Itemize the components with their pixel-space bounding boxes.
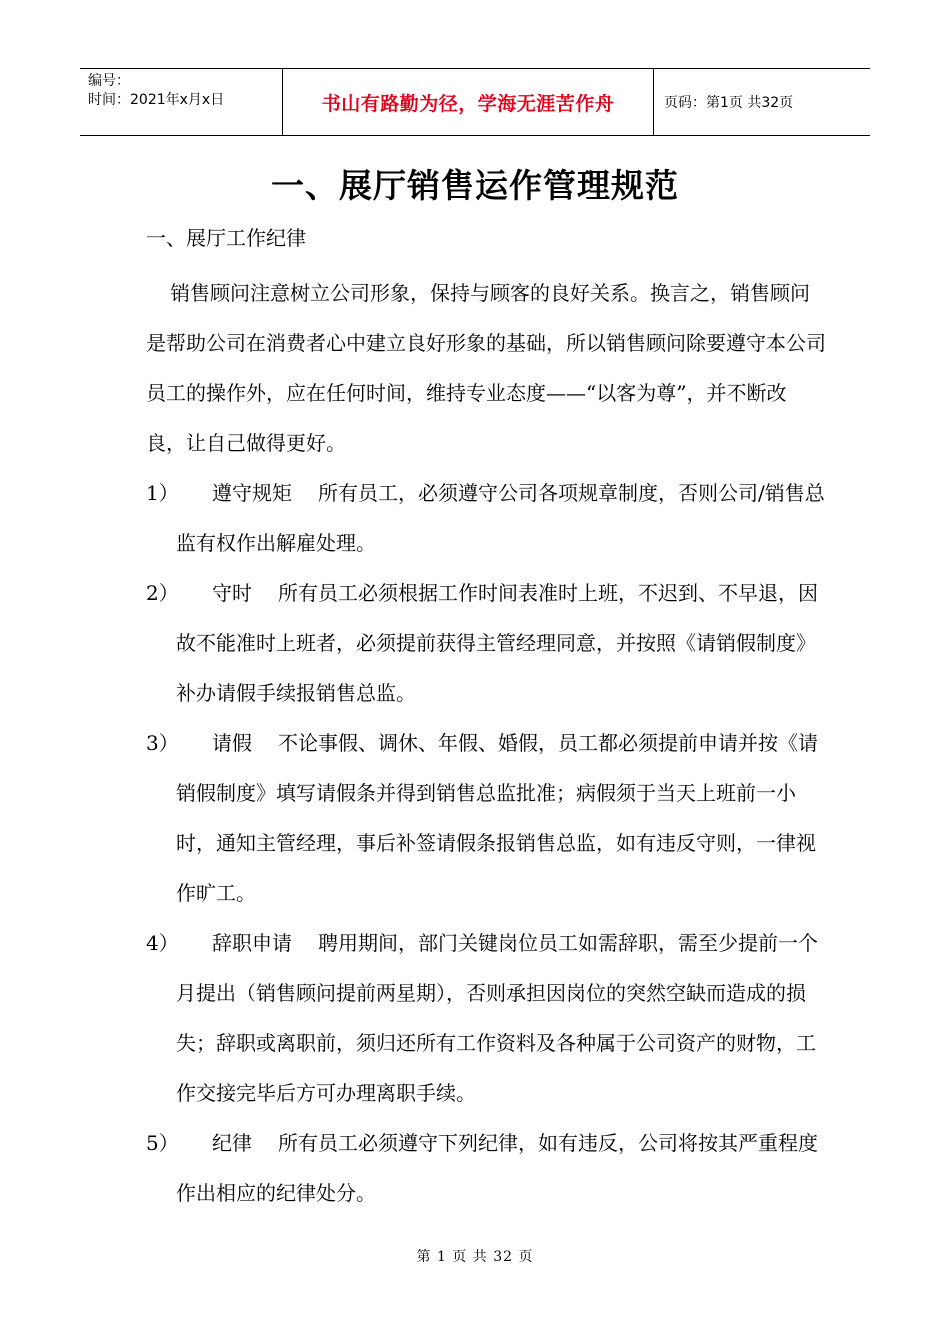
document-body [146, 268, 826, 1218]
item-text: 所有员工必须根据工作时间表准时上班，不迟到、不早退，因故不能准时上班者，必须提前获得主管经理同意，并按照《请销假制度》补办请假手续报销售总监。 [176, 581, 818, 705]
section-heading: 一、展厅工作纪律 [146, 226, 306, 250]
document-title: 一、展厅销售运作管理规范 [271, 166, 679, 205]
item-number: 3） [146, 731, 179, 755]
item-text: 不论事假、调休、年假、婚假，员工都必须提前申请并按《请销假制度》填写请假条并得到销售总监批准；病假须于当天上班前一小时，通知主管经理，事后补签请假条报销售总监，如有违反守则，一律视作旷工。 [176, 731, 818, 905]
page-footer: 第 1 页 共 32 页 [416, 1249, 534, 1265]
item-number: 4） [146, 931, 179, 955]
page-header [80, 68, 870, 136]
item-text: 所有员工必须遵守下列纪律，如有违反，公司将按其严重程度作出相应的纪律处分。 [176, 1131, 818, 1205]
list-item [146, 918, 826, 1118]
list-item [146, 568, 826, 718]
item-term: 纪律 [212, 1131, 252, 1155]
list-item [146, 468, 826, 568]
item-term: 辞职申请 [212, 931, 292, 955]
list-item [146, 718, 826, 918]
intro-paragraph: 销售顾问注意树立公司形象，保持与顾客的良好关系。换言之，销售顾问是帮助公司在消费者心中建立良好形象的基础，所以销售顾问除要遵守本公司员工的操作外，应在任何时间，维持专业态度——“以客为尊”，并不断改良，让自己做得更好。 [146, 281, 826, 455]
header-page-info: 页码：第1页 共32页 [664, 95, 794, 111]
item-number: 5） [146, 1131, 179, 1155]
item-number: 1） [146, 481, 179, 505]
header-meta [80, 69, 282, 135]
item-term: 守时 [212, 581, 252, 605]
number-label: 编号： [88, 73, 130, 89]
item-text: 聘用期间，部门关键岗位员工如需辞职，需至少提前一个月提出（销售顾问提前两星期），否则承担因岗位的突然空缺而造成的损失；辞职或离职前，须归还所有工作资料及各种属于公司资产的财物，工作交接完毕后方可办理离职手续。 [176, 931, 818, 1105]
item-number: 2） [146, 581, 179, 605]
item-term: 遵守规矩 [212, 481, 292, 505]
header-motto: 书山有路勤为径，学海无涯苦作舟 [282, 69, 654, 135]
time-label: 时间：2021年x月x日 [88, 92, 225, 108]
list-item [146, 1118, 826, 1218]
item-term: 请假 [212, 731, 252, 755]
item-text: 所有员工，必须遵守公司各项规章制度，否则公司/销售总监有权作出解雇处理。 [176, 481, 825, 555]
